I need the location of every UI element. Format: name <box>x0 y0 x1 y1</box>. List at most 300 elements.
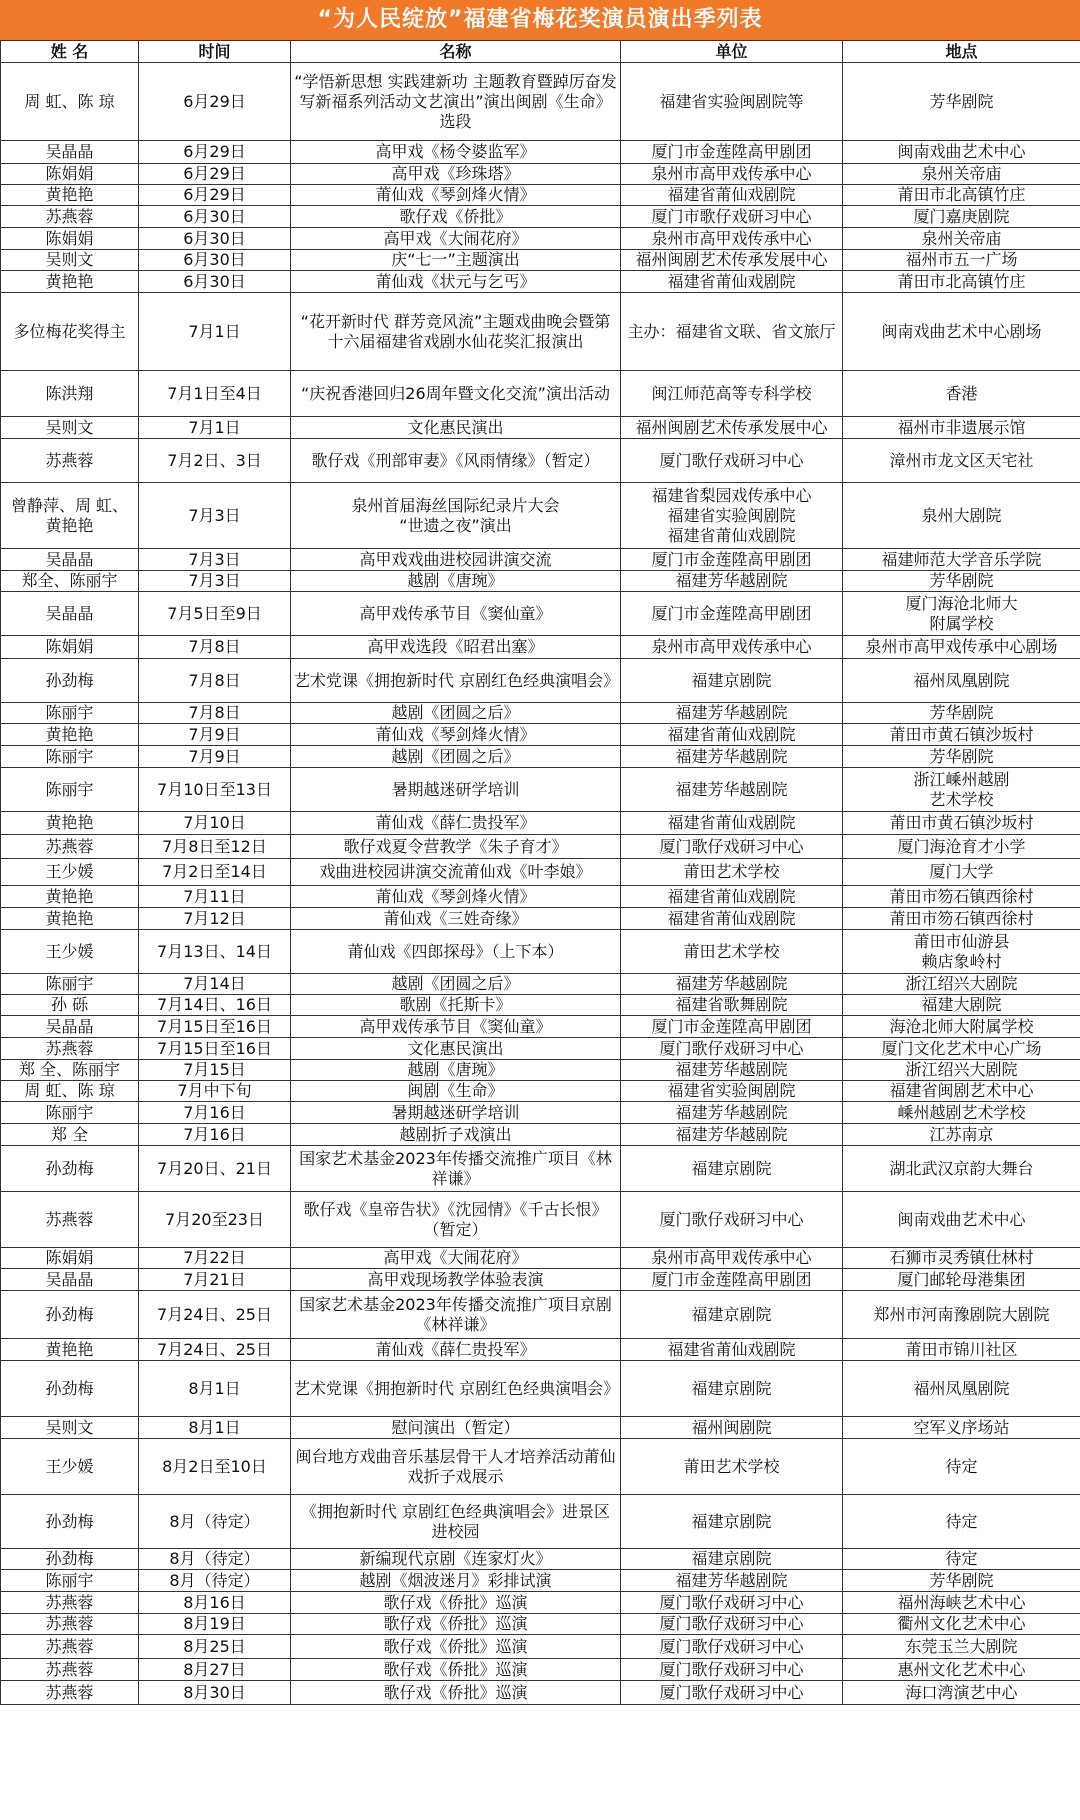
cell-title: 暑期越迷研学培训 <box>291 768 621 812</box>
cell-title: 高甲戏《杨令婆监军》 <box>291 141 621 164</box>
cell-name: 苏燕蓉 <box>1 439 139 483</box>
cell-name: 多位梅花奖得主 <box>1 293 139 371</box>
cell-venue: 福建大剧院 <box>843 995 1080 1016</box>
cell-name: 吴则文 <box>1 417 139 439</box>
cell-name: 孙劲梅 <box>1 1146 139 1192</box>
cell-name: 苏燕蓉 <box>1 1635 139 1659</box>
cell-title: 歌仔戏《刑部审妻》《风雨情缘》（暂定） <box>291 439 621 483</box>
table-row <box>1 1635 1080 1659</box>
cell-unit: 福建芳华越剧院 <box>621 703 843 724</box>
cell-title: 歌仔戏《侨批》 <box>291 206 621 228</box>
cell-venue: 衢州文化艺术中心 <box>843 1614 1080 1635</box>
cell-venue: 福州市非遗展示馆 <box>843 417 1080 439</box>
cell-title: 越剧《唐琬》 <box>291 571 621 592</box>
table-row <box>1 859 1080 886</box>
cell-unit: 厦门市歌仔戏研习中心 <box>621 206 843 228</box>
table-row <box>1 549 1080 571</box>
cell-time: 7月24日、25日 <box>139 1339 291 1361</box>
cell-venue: 郑州市河南豫剧院大剧院 <box>843 1291 1080 1339</box>
schedule-table <box>0 40 1080 1705</box>
table-row <box>1 995 1080 1016</box>
cell-unit: 福建芳华越剧院 <box>621 1570 843 1592</box>
cell-time: 7月8日 <box>139 636 291 659</box>
cell-time: 7月3日 <box>139 549 291 571</box>
cell-venue: 惠州文化艺术中心 <box>843 1659 1080 1681</box>
cell-venue: 厦门海沧育才小学 <box>843 835 1080 859</box>
cell-title: 文化惠民演出 <box>291 1038 621 1060</box>
table-row <box>1 228 1080 250</box>
cell-title: 莆仙戏《薛仁贵投军》 <box>291 1339 621 1361</box>
table-title: “为人民绽放”福建省梅花奖演员演出季列表 <box>0 0 1080 40</box>
cell-unit: 福建省莆仙戏剧院 <box>621 812 843 835</box>
table-row <box>1 592 1080 636</box>
cell-unit: 厦门歌仔戏研习中心 <box>621 1592 843 1614</box>
cell-time: 8月2日至10日 <box>139 1439 291 1495</box>
table-row <box>1 1339 1080 1361</box>
table-row <box>1 1361 1080 1417</box>
cell-name: 吴晶晶 <box>1 549 139 571</box>
cell-unit: 厦门歌仔戏研习中心 <box>621 1659 843 1681</box>
cell-title: “学悟新思想 实践建新功 主题教育暨踔厉奋发写新福系列活动文艺演出”演出闽剧《生命》选段 <box>291 63 621 141</box>
cell-venue: 湖北武汉京韵大舞台 <box>843 1146 1080 1192</box>
cell-name: 孙劲梅 <box>1 659 139 703</box>
cell-venue: 莆田市北高镇竹庄 <box>843 185 1080 206</box>
cell-time: 6月30日 <box>139 250 291 271</box>
cell-time: 6月29日 <box>139 185 291 206</box>
cell-time: 6月30日 <box>139 271 291 293</box>
cell-time: 7月8日至12日 <box>139 835 291 859</box>
table-row <box>1 724 1080 746</box>
cell-title: 高甲戏《珍珠塔》 <box>291 164 621 185</box>
cell-name: 吴晶晶 <box>1 1016 139 1038</box>
table-row <box>1 185 1080 206</box>
cell-name: 吴则文 <box>1 250 139 271</box>
cell-venue: 浙江绍兴大剧院 <box>843 974 1080 995</box>
table-row <box>1 1146 1080 1192</box>
cell-venue: 莆田市黄石镇沙坂村 <box>843 812 1080 835</box>
cell-title: 高甲戏戏曲进校园讲演交流 <box>291 549 621 571</box>
cell-venue: 待定 <box>843 1439 1080 1495</box>
cell-unit: 福建芳华越剧院 <box>621 768 843 812</box>
cell-venue: 东莞玉兰大剧院 <box>843 1635 1080 1659</box>
cell-unit: 福建芳华越剧院 <box>621 571 843 592</box>
table-row <box>1 974 1080 995</box>
cell-unit: 福建芳华越剧院 <box>621 1124 843 1146</box>
cell-time: 7月中下旬 <box>139 1081 291 1102</box>
cell-time: 7月3日 <box>139 571 291 592</box>
cell-unit: 厦门市金莲陞高甲剧团 <box>621 1016 843 1038</box>
cell-venue: 福州凤凰剧院 <box>843 1361 1080 1417</box>
cell-time: 7月20日、21日 <box>139 1146 291 1192</box>
cell-venue: 福州市五一广场 <box>843 250 1080 271</box>
cell-title: 高甲戏《大闹花府》 <box>291 228 621 250</box>
cell-unit: 泉州市高甲戏传承中心 <box>621 636 843 659</box>
cell-title: 戏曲进校园讲演交流莆仙戏《叶李娘》 <box>291 859 621 886</box>
cell-venue: 浙江绍兴大剧院 <box>843 1060 1080 1081</box>
cell-time: 7月12日 <box>139 908 291 930</box>
table-row <box>1 439 1080 483</box>
cell-venue: 福建省闽剧艺术中心 <box>843 1081 1080 1102</box>
cell-time: 6月30日 <box>139 206 291 228</box>
table-row <box>1 703 1080 724</box>
cell-name: 孙劲梅 <box>1 1495 139 1549</box>
cell-name: 黄艳艳 <box>1 1339 139 1361</box>
table-row <box>1 571 1080 592</box>
cell-unit: 福建京剧院 <box>621 659 843 703</box>
table-row <box>1 1570 1080 1592</box>
cell-title: 歌仔戏《侨批》巡演 <box>291 1592 621 1614</box>
cell-name: 苏燕蓉 <box>1 1192 139 1248</box>
cell-time: 7月8日 <box>139 703 291 724</box>
table-row <box>1 930 1080 974</box>
cell-title: 高甲戏传承节目《窦仙童》 <box>291 592 621 636</box>
cell-title: 越剧《团圆之后》 <box>291 746 621 768</box>
cell-name: 陈丽宇 <box>1 746 139 768</box>
cell-venue: 漳州市龙文区天宅社 <box>843 439 1080 483</box>
cell-name: 苏燕蓉 <box>1 1659 139 1681</box>
cell-unit: 主办：福建省文联、省文旅厅 <box>621 293 843 371</box>
cell-venue: 石狮市灵秀镇仕林村 <box>843 1248 1080 1269</box>
cell-name: 王少媛 <box>1 859 139 886</box>
cell-title: 高甲戏传承节目《窦仙童》 <box>291 1016 621 1038</box>
cell-venue: 香港 <box>843 371 1080 417</box>
cell-venue: 莆田市笏石镇西徐村 <box>843 908 1080 930</box>
cell-title: 暑期越迷研学培训 <box>291 1102 621 1124</box>
cell-unit: 厦门歌仔戏研习中心 <box>621 439 843 483</box>
cell-title: 歌仔戏夏令营教学《朱子育才》 <box>291 835 621 859</box>
cell-title: 国家艺术基金2023年传播交流推广项目《林祥谦》 <box>291 1146 621 1192</box>
cell-title: 新编现代京剧《连家灯火》 <box>291 1549 621 1570</box>
table-row <box>1 1291 1080 1339</box>
cell-time: 7月1日 <box>139 293 291 371</box>
cell-name: 苏燕蓉 <box>1 1614 139 1635</box>
cell-unit: 福建省实验闽剧院等 <box>621 63 843 141</box>
cell-venue: 莆田市北高镇竹庄 <box>843 271 1080 293</box>
table-row <box>1 417 1080 439</box>
cell-time: 7月11日 <box>139 886 291 908</box>
cell-name: 孙劲梅 <box>1 1361 139 1417</box>
cell-title: 慰问演出（暂定） <box>291 1417 621 1439</box>
cell-title: 歌仔戏《皇帝告状》《沈园情》《千古长恨》（暂定） <box>291 1192 621 1248</box>
cell-name: 吴晶晶 <box>1 1269 139 1291</box>
cell-venue: 莆田市锦川社区 <box>843 1339 1080 1361</box>
cell-unit: 莆田艺术学校 <box>621 930 843 974</box>
cell-title: 莆仙戏《薛仁贵投军》 <box>291 812 621 835</box>
cell-unit: 福建省莆仙戏剧院 <box>621 908 843 930</box>
cell-time: 7月21日 <box>139 1269 291 1291</box>
table-row <box>1 1124 1080 1146</box>
table-row <box>1 250 1080 271</box>
table-row <box>1 483 1080 549</box>
cell-time: 7月13日、14日 <box>139 930 291 974</box>
cell-unit: 福建芳华越剧院 <box>621 1060 843 1081</box>
cell-title: 闽剧《生命》 <box>291 1081 621 1102</box>
table-row <box>1 1102 1080 1124</box>
cell-title: 莆仙戏《状元与乞丐》 <box>291 271 621 293</box>
table-row <box>1 1081 1080 1102</box>
table-row <box>1 636 1080 659</box>
table-row <box>1 1549 1080 1570</box>
cell-time: 8月25日 <box>139 1635 291 1659</box>
table-row <box>1 63 1080 141</box>
cell-unit: 福州闽剧院 <box>621 1417 843 1439</box>
cell-unit: 福建京剧院 <box>621 1361 843 1417</box>
cell-venue: 芳华剧院 <box>843 571 1080 592</box>
cell-unit: 厦门歌仔戏研习中心 <box>621 1635 843 1659</box>
table-row <box>1 1269 1080 1291</box>
cell-venue: 厦门嘉庚剧院 <box>843 206 1080 228</box>
cell-unit: 泉州市高甲戏传承中心 <box>621 1248 843 1269</box>
cell-name: 黄艳艳 <box>1 185 139 206</box>
cell-venue: 泉州大剧院 <box>843 483 1080 549</box>
cell-unit: 福州闽剧艺术传承发展中心 <box>621 417 843 439</box>
table-row <box>1 271 1080 293</box>
cell-venue: 厦门海沧北师大 附属学校 <box>843 592 1080 636</box>
cell-unit: 厦门歌仔戏研习中心 <box>621 1614 843 1635</box>
cell-unit: 福建省莆仙戏剧院 <box>621 1339 843 1361</box>
cell-title: 闽台地方戏曲音乐基层骨干人才培养活动莆仙戏折子戏展示 <box>291 1439 621 1495</box>
cell-title: 越剧《团圆之后》 <box>291 974 621 995</box>
cell-title: 越剧《团圆之后》 <box>291 703 621 724</box>
cell-unit: 福建芳华越剧院 <box>621 974 843 995</box>
table-row <box>1 746 1080 768</box>
cell-name: 吴则文 <box>1 1417 139 1439</box>
cell-unit: 福建芳华越剧院 <box>621 746 843 768</box>
cell-title: 莆仙戏《琴剑烽火情》 <box>291 886 621 908</box>
table-row <box>1 1248 1080 1269</box>
cell-time: 8月1日 <box>139 1417 291 1439</box>
cell-name: 陈丽宇 <box>1 703 139 724</box>
cell-unit: 莆田艺术学校 <box>621 1439 843 1495</box>
cell-name: 吴晶晶 <box>1 592 139 636</box>
cell-unit: 厦门市金莲陞高甲剧团 <box>621 1269 843 1291</box>
cell-time: 7月15日 <box>139 1060 291 1081</box>
table-row <box>1 812 1080 835</box>
cell-name: 孙劲梅 <box>1 1291 139 1339</box>
cell-name: 苏燕蓉 <box>1 1592 139 1614</box>
table-row <box>1 293 1080 371</box>
cell-venue: 厦门文化艺术中心广场 <box>843 1038 1080 1060</box>
cell-name: 苏燕蓉 <box>1 1038 139 1060</box>
cell-name: 曾静萍、周 虹、 黄艳艳 <box>1 483 139 549</box>
cell-venue: 待定 <box>843 1495 1080 1549</box>
cell-unit: 厦门歌仔戏研习中心 <box>621 1192 843 1248</box>
cell-time: 8月19日 <box>139 1614 291 1635</box>
cell-time: 7月15日至16日 <box>139 1016 291 1038</box>
cell-title: 高甲戏《大闹花府》 <box>291 1248 621 1269</box>
table-row <box>1 371 1080 417</box>
cell-venue: 浙江嵊州越剧 艺术学校 <box>843 768 1080 812</box>
cell-name: 苏燕蓉 <box>1 1681 139 1705</box>
cell-name: 郑 全、陈丽宇 <box>1 1060 139 1081</box>
cell-venue: 海沧北师大附属学校 <box>843 1016 1080 1038</box>
cell-name: 孙劲梅 <box>1 1549 139 1570</box>
cell-name: 苏燕蓉 <box>1 835 139 859</box>
cell-title: 歌仔戏《侨批》巡演 <box>291 1614 621 1635</box>
cell-unit: 厦门歌仔戏研习中心 <box>621 1038 843 1060</box>
cell-venue: 芳华剧院 <box>843 703 1080 724</box>
cell-venue: 莆田市仙游县 赖店象岭村 <box>843 930 1080 974</box>
cell-venue: 闽南戏曲艺术中心 <box>843 1192 1080 1248</box>
cell-time: 7月1日 <box>139 417 291 439</box>
table-row <box>1 141 1080 164</box>
cell-name: 郑全、陈丽宇 <box>1 571 139 592</box>
cell-title: 越剧折子戏演出 <box>291 1124 621 1146</box>
cell-time: 7月3日 <box>139 483 291 549</box>
cell-unit: 厦门市金莲陞高甲剧团 <box>621 592 843 636</box>
cell-unit: 福建省歌舞剧院 <box>621 995 843 1016</box>
cell-time: 7月14日 <box>139 974 291 995</box>
cell-venue: 闽南戏曲艺术中心 <box>843 141 1080 164</box>
cell-name: 黄艳艳 <box>1 271 139 293</box>
cell-time: 7月8日 <box>139 659 291 703</box>
cell-title: “花开新时代 群芳竞风流”主题戏曲晚会暨第十六届福建省戏剧水仙花奖汇报演出 <box>291 293 621 371</box>
cell-name: 黄艳艳 <box>1 724 139 746</box>
cell-unit: 闽江师范高等专科学校 <box>621 371 843 417</box>
cell-time: 8月30日 <box>139 1681 291 1705</box>
cell-unit: 厦门市金莲陞高甲剧团 <box>621 141 843 164</box>
cell-title: 莆仙戏《琴剑烽火情》 <box>291 185 621 206</box>
cell-title: 艺术党课《拥抱新时代 京剧红色经典演唱会》 <box>291 659 621 703</box>
cell-name: 黄艳艳 <box>1 812 139 835</box>
cell-venue: 待定 <box>843 1549 1080 1570</box>
cell-time: 7月10日至13日 <box>139 768 291 812</box>
cell-time: 8月（待定） <box>139 1549 291 1570</box>
cell-unit: 福建省梨园戏传承中心 福建省实验闽剧院 福建省莆仙戏剧院 <box>621 483 843 549</box>
cell-title: “庆祝香港回归26周年暨文化交流”演出活动 <box>291 371 621 417</box>
cell-venue: 莆田市黄石镇沙坂村 <box>843 724 1080 746</box>
cell-venue: 江苏南京 <box>843 1124 1080 1146</box>
cell-unit: 厦门歌仔戏研习中心 <box>621 1681 843 1705</box>
cell-time: 7月14日、16日 <box>139 995 291 1016</box>
table-row <box>1 1439 1080 1495</box>
cell-venue: 芳华剧院 <box>843 746 1080 768</box>
table-row <box>1 1495 1080 1549</box>
cell-name: 陈娟娟 <box>1 636 139 659</box>
cell-time: 8月27日 <box>139 1659 291 1681</box>
cell-title: 莆仙戏《三姓奇缘》 <box>291 908 621 930</box>
cell-title: 歌仔戏《侨批》巡演 <box>291 1635 621 1659</box>
cell-venue: 泉州关帝庙 <box>843 164 1080 185</box>
cell-name: 郑 全 <box>1 1124 139 1146</box>
cell-title: 泉州首届海丝国际纪录片大会 “世遗之夜”演出 <box>291 483 621 549</box>
table-row <box>1 908 1080 930</box>
cell-unit: 福建省莆仙戏剧院 <box>621 271 843 293</box>
cell-title: 越剧《烟波迷月》彩排试演 <box>291 1570 621 1592</box>
cell-time: 6月29日 <box>139 141 291 164</box>
cell-title: 高甲戏选段《昭君出塞》 <box>291 636 621 659</box>
table-row <box>1 1592 1080 1614</box>
header-row <box>1 41 1080 63</box>
cell-time: 8月16日 <box>139 1592 291 1614</box>
cell-unit: 莆田艺术学校 <box>621 859 843 886</box>
cell-title: 莆仙戏《琴剑烽火情》 <box>291 724 621 746</box>
table-row <box>1 768 1080 812</box>
column-header-name: 姓 名 <box>1 41 139 63</box>
cell-unit: 泉州市高甲戏传承中心 <box>621 228 843 250</box>
cell-unit: 厦门歌仔戏研习中心 <box>621 835 843 859</box>
cell-venue: 福州凤凰剧院 <box>843 659 1080 703</box>
cell-venue: 莆田市笏石镇西徐村 <box>843 886 1080 908</box>
column-header-title: 名称 <box>291 41 621 63</box>
table-row <box>1 1060 1080 1081</box>
cell-name: 陈娟娟 <box>1 164 139 185</box>
table-row <box>1 1016 1080 1038</box>
cell-time: 7月15日至16日 <box>139 1038 291 1060</box>
cell-venue: 闽南戏曲艺术中心剧场 <box>843 293 1080 371</box>
cell-name: 陈丽宇 <box>1 768 139 812</box>
table-row <box>1 164 1080 185</box>
cell-unit: 福建京剧院 <box>621 1146 843 1192</box>
cell-name: 苏燕蓉 <box>1 206 139 228</box>
cell-venue: 厦门邮轮母港集团 <box>843 1269 1080 1291</box>
table-row <box>1 835 1080 859</box>
cell-venue: 厦门大学 <box>843 859 1080 886</box>
cell-title: 《拥抱新时代 京剧红色经典演唱会》进景区进校园 <box>291 1495 621 1549</box>
cell-venue: 芳华剧院 <box>843 63 1080 141</box>
cell-time: 7月2日、3日 <box>139 439 291 483</box>
cell-unit: 福建省实验闽剧院 <box>621 1081 843 1102</box>
cell-time: 7月22日 <box>139 1248 291 1269</box>
cell-title: 莆仙戏《四郎探母》（上下本） <box>291 930 621 974</box>
table-row <box>1 1659 1080 1681</box>
cell-name: 周 虹、陈 琼 <box>1 63 139 141</box>
cell-unit: 福建省莆仙戏剧院 <box>621 185 843 206</box>
cell-unit: 福建京剧院 <box>621 1291 843 1339</box>
cell-time: 8月（待定） <box>139 1495 291 1549</box>
cell-title: 高甲戏现场教学体验表演 <box>291 1269 621 1291</box>
cell-time: 6月29日 <box>139 63 291 141</box>
cell-time: 7月5日至9日 <box>139 592 291 636</box>
table-row <box>1 1614 1080 1635</box>
cell-title: 歌剧《托斯卡》 <box>291 995 621 1016</box>
cell-time: 8月（待定） <box>139 1570 291 1592</box>
cell-time: 6月30日 <box>139 228 291 250</box>
cell-venue: 空军义序场站 <box>843 1417 1080 1439</box>
cell-unit: 福建京剧院 <box>621 1549 843 1570</box>
table-row <box>1 886 1080 908</box>
table-row <box>1 206 1080 228</box>
cell-name: 黄艳艳 <box>1 908 139 930</box>
cell-venue: 嵊州越剧艺术学校 <box>843 1102 1080 1124</box>
cell-title: 国家艺术基金2023年传播交流推广项目京剧《林祥谦》 <box>291 1291 621 1339</box>
cell-venue: 泉州关帝庙 <box>843 228 1080 250</box>
cell-time: 7月1日至4日 <box>139 371 291 417</box>
cell-name: 王少媛 <box>1 1439 139 1495</box>
cell-unit: 福建省莆仙戏剧院 <box>621 886 843 908</box>
cell-time: 7月10日 <box>139 812 291 835</box>
cell-name: 王少媛 <box>1 930 139 974</box>
cell-name: 陈丽宇 <box>1 974 139 995</box>
cell-time: 7月9日 <box>139 746 291 768</box>
cell-title: 歌仔戏《侨批》巡演 <box>291 1681 621 1705</box>
cell-time: 8月1日 <box>139 1361 291 1417</box>
cell-name: 陈娟娟 <box>1 228 139 250</box>
table-row <box>1 1192 1080 1248</box>
table-row <box>1 1038 1080 1060</box>
table-row <box>1 659 1080 703</box>
cell-title: 庆“七一”主题演出 <box>291 250 621 271</box>
table-row <box>1 1681 1080 1705</box>
cell-venue: 芳华剧院 <box>843 1570 1080 1592</box>
cell-time: 7月16日 <box>139 1124 291 1146</box>
cell-time: 7月20至23日 <box>139 1192 291 1248</box>
cell-unit: 泉州市高甲戏传承中心 <box>621 164 843 185</box>
cell-time: 7月9日 <box>139 724 291 746</box>
cell-name: 陈洪翔 <box>1 371 139 417</box>
cell-name: 陈丽宇 <box>1 1102 139 1124</box>
cell-name: 周 虹、陈 琼 <box>1 1081 139 1102</box>
